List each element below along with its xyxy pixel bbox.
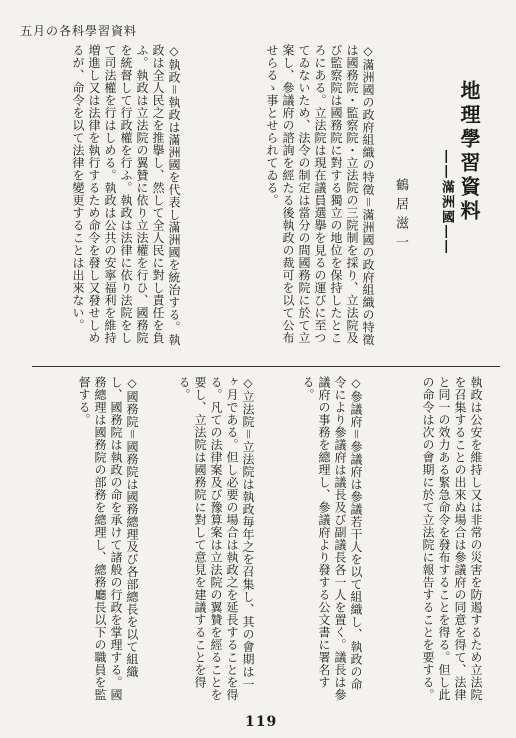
body-text-bottom-4: ◇國務院＝國務院は國務總理及び各部總長を以て組織し、國務院は執政の命を承けて諸般の行政を掌理する。國務總理は國務院の部務を總理し、總務廳長以下の職員を監督する。 — [77, 376, 139, 701]
body-text-bottom-3: ◇立法院＝立法院は執政毎年之を召集し、其の會期は一ヶ月である。但し必要の場合は執政之を延長することを得る。凡ての法律案及び豫算案は立法院の翼贊を經ることを要し、立法院は國務院に對して意見を建議することを得る。 — [177, 376, 255, 701]
section-divider — [32, 366, 500, 367]
page-number: 119 — [245, 714, 278, 730]
article-subtitle: ――滿洲國―― — [439, 150, 454, 255]
article-title: 地理學習資料 — [457, 80, 481, 224]
body-text-top-1: ◇滿洲國の政府組織の特徵＝滿洲國の政府組織の特徵は國務院・監察院・立法院の三院制を採り、立法院及び監察院は國務院に對する獨立の地位を保持したところにある。立法院は現在議員選擧を見るの運びに至つてゐないため、法令の制定は當分の間國務院に於て立案し、參議府の諮詢を經たる後執政の裁可を以て公布せらるゝ事とせられてゐる。 — [265, 44, 375, 347]
article-author: 鶴居滋一 — [393, 178, 408, 254]
running-head: 五月の各科學習資料 — [20, 24, 138, 38]
body-text-top-executive: ◇執政＝執政は滿洲國を代表し滿洲國を統治する。執政は全人民之を推擧し、然して全人民に對し責任を負ふ。執政は立法院の翼贊に依り立法權を行ひ、國務院を統督して行政權を行ふ。執政は法律に依り法院をして司法權を行はしめる。執政は公共の安寧福利を維持増進し又は法律を執行するため命令を發し又發せしめるが、命令を以て法律を變更することは出來ない。 — [71, 44, 181, 347]
body-text-bottom-2: ◇參議府＝參議府は參議若干人を以て組織し、執政の命令により參議府は議長及び副議長各一人を置く。議長は參議府の事務を總理し、參議府より發する公文書に署名する。 — [301, 376, 363, 701]
body-text-bottom-1: 執政は公安を維持し又は非常の災害を防遏するため立法院を召集することの出來ぬ場合は參議府の同意を得て、法律と同一の效力ある緊急命令を發布することを得る。但し此の命令は次の會期に於て立法院に報告することを要する。 — [421, 376, 483, 701]
